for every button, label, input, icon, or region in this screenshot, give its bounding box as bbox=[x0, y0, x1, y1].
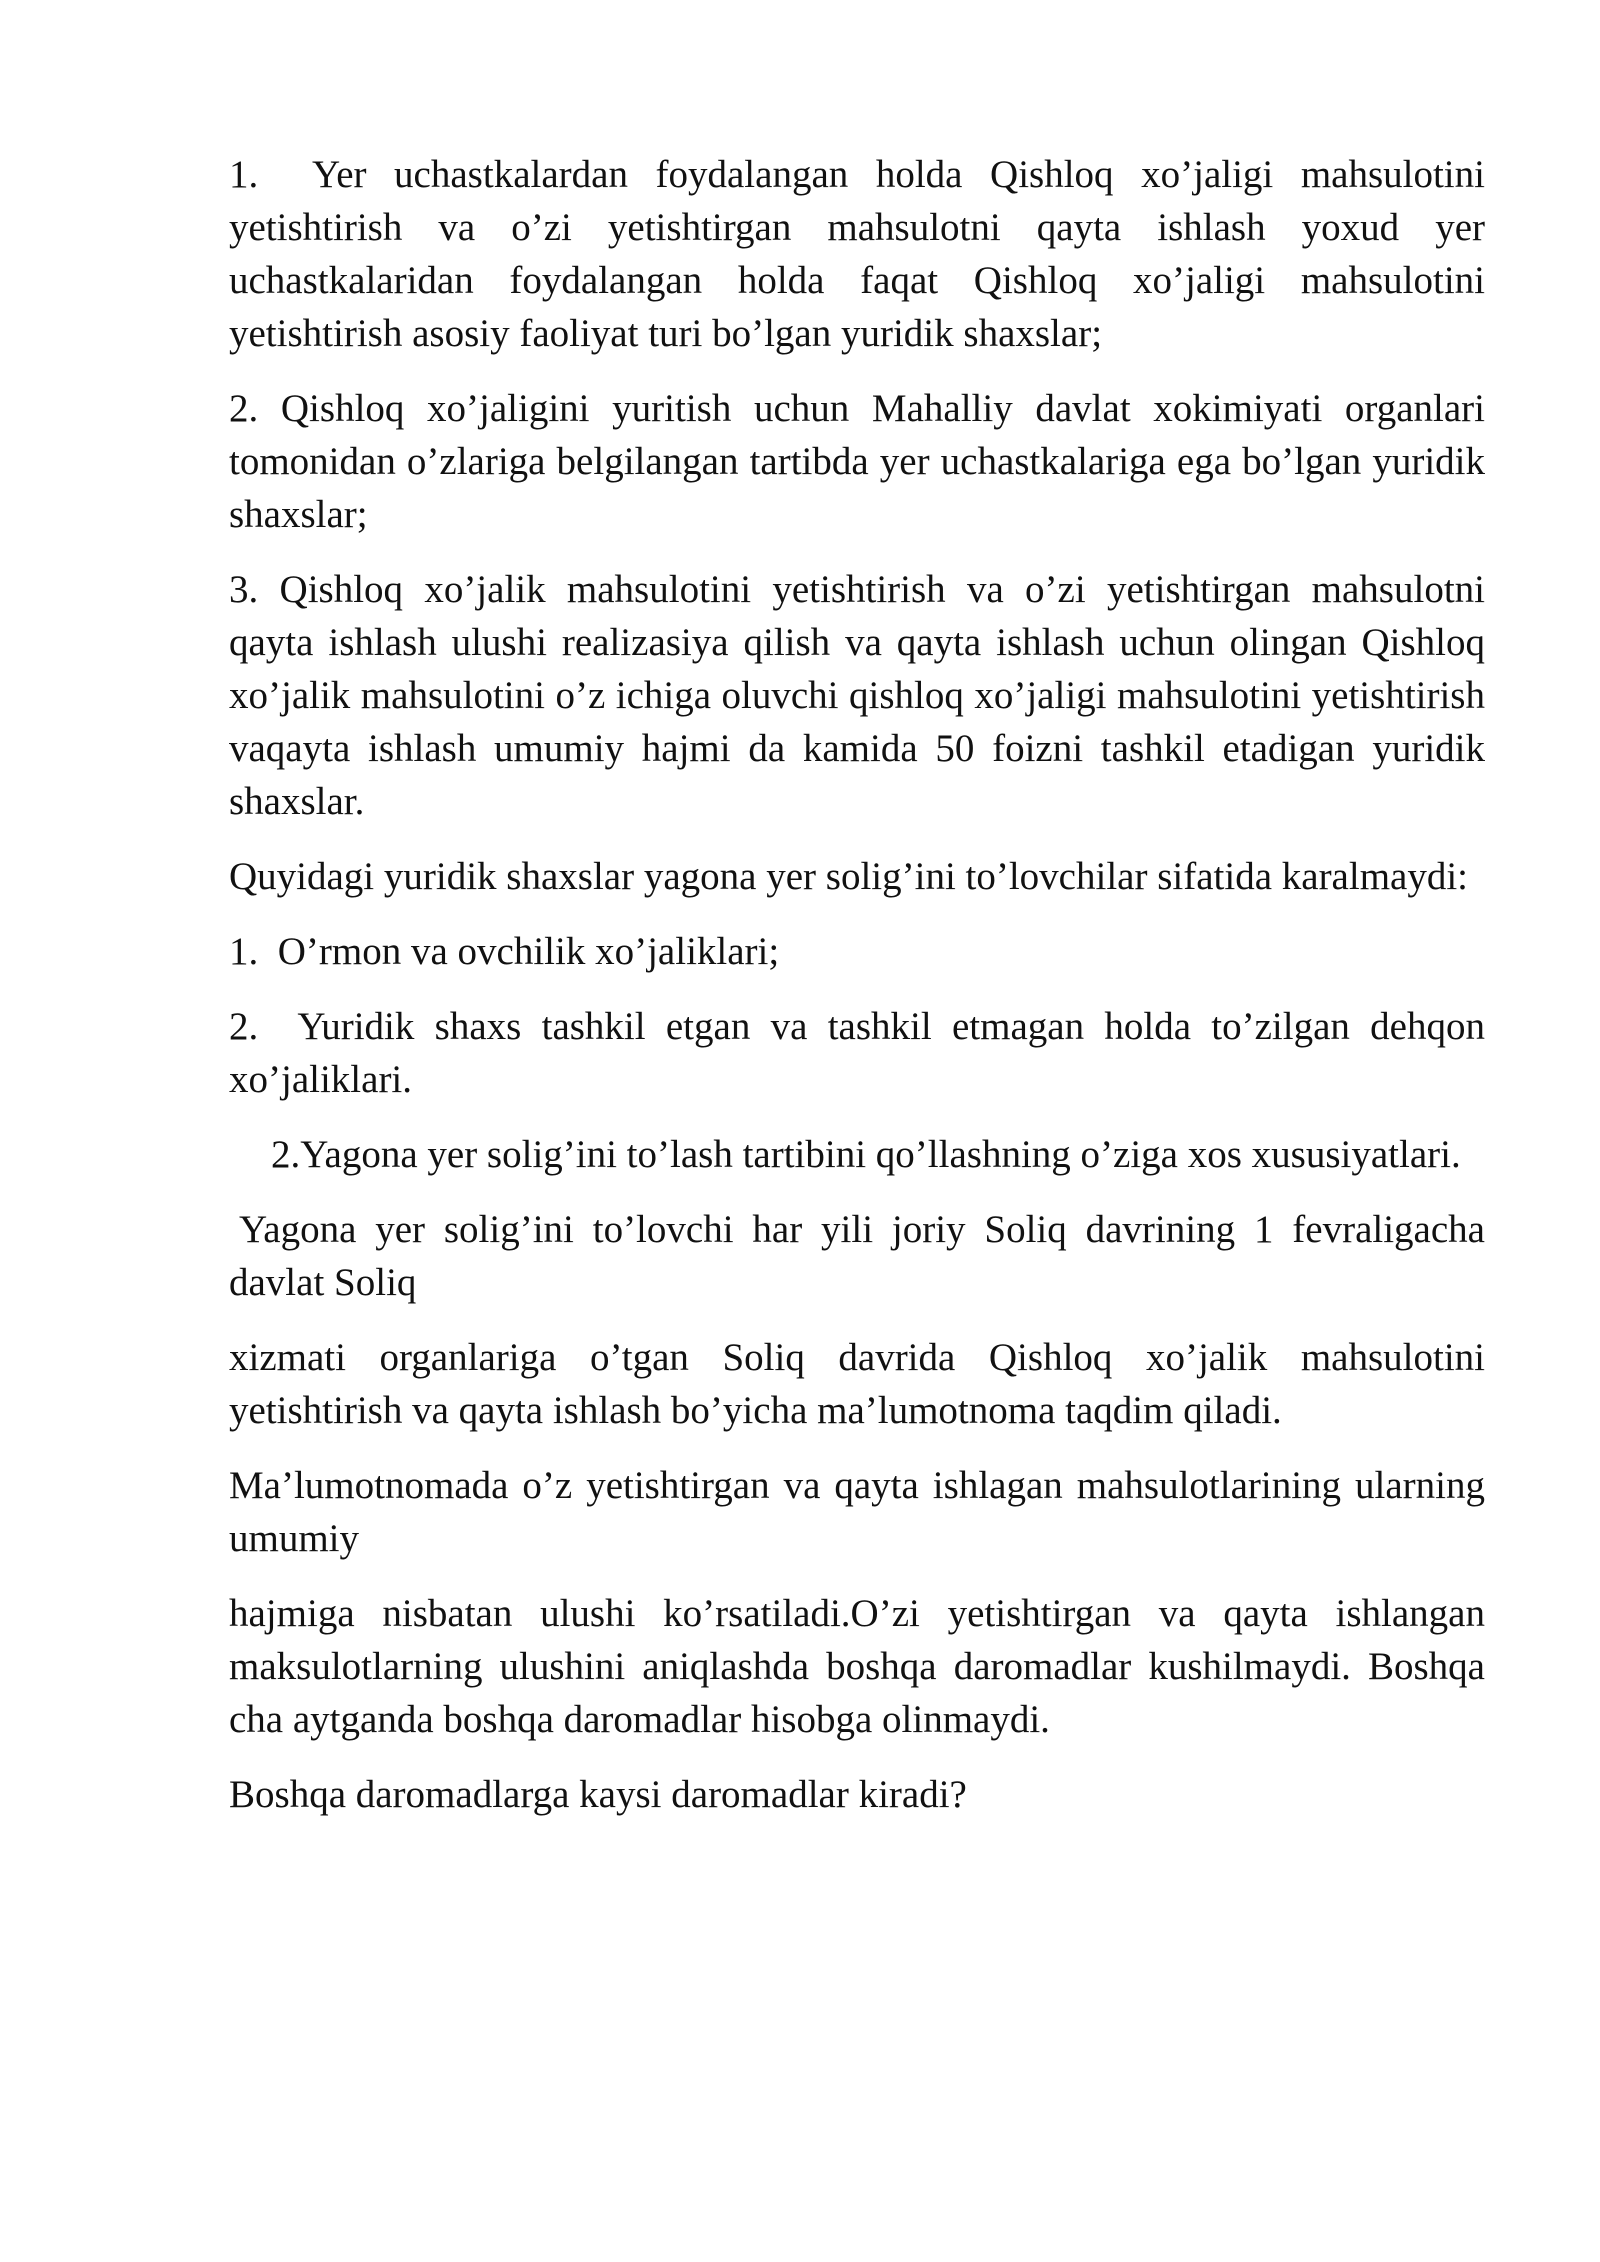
list-item bbox=[229, 1000, 1485, 1106]
paragraph bbox=[229, 1331, 1485, 1437]
list-number: 1. bbox=[229, 930, 259, 973]
paragraph-text: Yagona yer solig’ini to’lovchi har yili joriy Soliq davrining 1 fevraligacha davlat Soliq bbox=[229, 1208, 1485, 1304]
paragraph-text: xizmati organlariga o’tgan Soliq davrida Qishloq xo’jalik mahsulotini yetishtirish va qayta ishlash bo’yicha ma’lumotnoma taqdim qiladi. bbox=[229, 1336, 1485, 1432]
list-item bbox=[229, 148, 1485, 360]
paragraph bbox=[229, 1587, 1485, 1746]
list-number: 1. bbox=[229, 153, 259, 196]
list-item bbox=[229, 382, 1485, 541]
list-number: 3. bbox=[229, 568, 259, 611]
paragraph-text: Quyidagi yuridik shaxslar yagona yer solig’ini to’lovchilar sifatida karalmaydi: bbox=[229, 855, 1469, 898]
paragraph-text: Yer uchastkalardan foydalangan holda Qishloq xo’jaligi mahsulotini yetishtirish va o’zi yetishtirgan mahsulotni qayta ishlash yoxud yer uchastkalaridan foydalangan holda faqat Qishloq xo’jaligi mahsulotini yetishtirish asosiy faoliyat turi bo’lgan yuridik shaxslar; bbox=[229, 153, 1485, 355]
paragraph bbox=[229, 1459, 1485, 1565]
list-item bbox=[229, 563, 1485, 828]
paragraph-text: Boshqa daromadlarga kaysi daromadlar kiradi? bbox=[229, 1773, 967, 1816]
paragraph bbox=[229, 1203, 1485, 1309]
paragraph-text: Qishloq xo’jaligini yuritish uchun Mahalliy davlat xokimiyati organlari tomonidan o’zlariga belgilangan tartibda yer uchastkalariga ega bo’lgan yuridik shaxslar; bbox=[229, 387, 1485, 536]
paragraph-text: hajmiga nisbatan ulushi ko’rsatiladi.O’zi yetishtirgan va qayta ishlangan maksulotlarning ulushini aniqlashda boshqa daromadlar kushilmaydi. Boshqa cha aytganda boshqa daromadlar hisobga olinmaydi. bbox=[229, 1592, 1485, 1741]
paragraph-text: Ma’lumotnomada o’z yetishtirgan va qayta ishlagan mahsulotlarining ularning umumiy bbox=[229, 1464, 1485, 1560]
paragraph-text: Yuridik shaxs tashkil etgan va tashkil etmagan holda to’zilgan dehqon xo’jaliklari. bbox=[229, 1005, 1485, 1101]
paragraph-text: O’rmon va ovchilik xo’jaliklari; bbox=[277, 930, 780, 973]
list-number: 2. bbox=[229, 387, 259, 430]
list-item bbox=[229, 925, 1485, 978]
paragraph-text: 2.Yagona yer solig’ini to’lash tartibini qo’llashning o’ziga xos xususiyatlari. bbox=[271, 1133, 1461, 1176]
document-body bbox=[229, 148, 1485, 1843]
section-heading bbox=[229, 1128, 1485, 1181]
list-number: 2. bbox=[229, 1005, 259, 1048]
paragraph-text: Qishloq xo’jalik mahsulotini yetishtirish va o’zi yetishtirgan mahsulotni qayta ishlash ulushi realizasiya qilish va qayta ishlash uchun olingan Qishloq xo’jalik mahsulotini o’z ichiga oluvchi qishloq xo’jaligi mahsulotini yetishtirish vaqayta ishlash umumiy hajmi da kamida 50 foizni tashkil etadigan yuridik shaxslar. bbox=[229, 568, 1485, 823]
paragraph bbox=[229, 1768, 1485, 1821]
paragraph bbox=[229, 850, 1485, 903]
